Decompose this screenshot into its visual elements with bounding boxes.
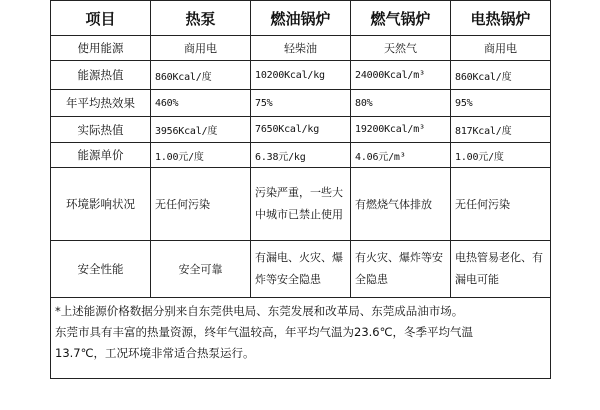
table-cell: 商用电 [451,36,551,61]
table-cell: 天然气 [351,36,451,61]
footnote-line-2: 东莞市具有丰富的热量资源，终年气温较高，年平均气温为23.6℃，冬季平均气温 [55,325,474,339]
table-row [51,61,551,90]
table-cell: 无任何污染 [151,168,251,241]
table-row [51,36,551,61]
footnote-line-3: 13.7℃，工况环境非常适合热泵运行。 [55,346,255,360]
table-cell: 1.00元/度 [451,143,551,168]
table-cell: 无任何污染 [451,168,551,241]
table-cell: 10200Kcal/kg [251,61,351,90]
table-cell: 4.06元/m³ [351,143,451,168]
comparison-sheet [50,0,550,404]
header-heat-pump: 热泵 [151,1,251,36]
table-cell: 860Kcal/度 [451,61,551,90]
table-cell: 6.38元/kg [251,143,351,168]
table-cell: 有漏电、火灾、爆炸等安全隐患 [251,241,351,298]
table-cell: 1.00元/度 [151,143,251,168]
footnote-cell [51,298,551,379]
table-row [51,90,551,117]
table-cell: 轻柴油 [251,36,351,61]
header-row [51,1,551,36]
table-cell: 95% [451,90,551,117]
table-cell: 有火灾、爆炸等安全隐患 [351,241,451,298]
table-cell: 有燃烧气体排放 [351,168,451,241]
header-gas-boiler: 燃气锅炉 [351,1,451,36]
footnote-line-1: *上述能源价格数据分别来自东莞供电局、东莞发展和改革局、东莞成品油市场。 [55,304,464,318]
table-cell: 7650Kcal/kg [251,117,351,143]
table-cell: 817Kcal/度 [451,117,551,143]
table-cell: 860Kcal/度 [151,61,251,90]
heating-comparison-table [50,0,551,379]
header-item: 项目 [51,1,151,36]
row-label: 年平均热效果 [51,90,151,117]
table-cell: 电热管易老化、有漏电可能 [451,241,551,298]
row-label: 安全性能 [51,241,151,298]
table-row [51,241,551,298]
header-electric-boiler: 电热锅炉 [451,1,551,36]
table-cell: 75% [251,90,351,117]
table-cell: 安全可靠 [151,241,251,298]
table-cell: 3956Kcal/度 [151,117,251,143]
table-row [51,117,551,143]
row-label: 能源热值 [51,61,151,90]
note-row [51,298,551,379]
row-label: 环境影响状况 [51,168,151,241]
row-label: 能源单价 [51,143,151,168]
table-cell: 80% [351,90,451,117]
row-label: 使用能源 [51,36,151,61]
table-cell: 19200Kcal/m³ [351,117,451,143]
table-cell: 24000Kcal/m³ [351,61,451,90]
table-cell: 商用电 [151,36,251,61]
table-row [51,168,551,241]
table-cell: 污染严重，一些大中城市已禁止使用 [251,168,351,241]
table-cell: 460% [151,90,251,117]
row-label: 实际热值 [51,117,151,143]
header-oil-boiler: 燃油锅炉 [251,1,351,36]
table-row [51,143,551,168]
